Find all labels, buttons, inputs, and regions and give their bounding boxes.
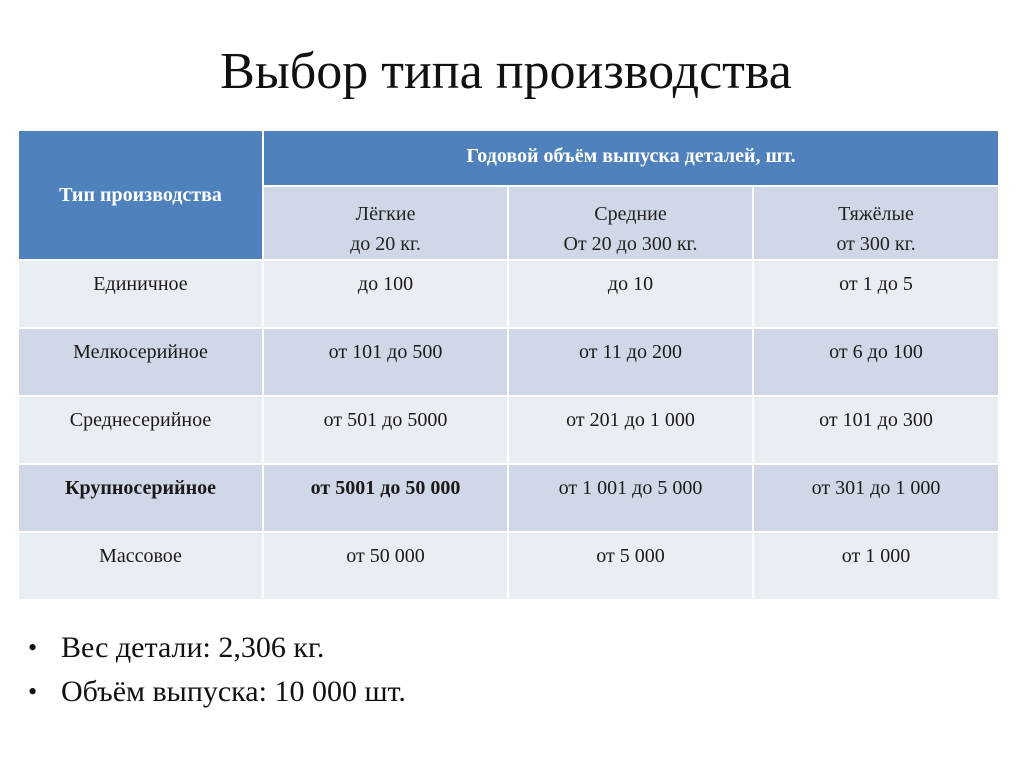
table-row [19,533,998,601]
table-cell: от 301 до 1 000 [754,465,998,533]
note-text: Вес детали: 2,306 кг. [61,631,325,664]
note-text: Объём выпуска: 10 000 шт. [61,675,406,708]
type-column-header: Тип производства [19,131,264,261]
column-range: до 20 кг. [350,233,421,255]
row-type: Мелкосерийное [19,329,264,397]
table-cell: от 5 000 [509,533,754,601]
table-cell: от 11 до 200 [509,329,754,397]
column-name: Тяжёлые [838,203,914,225]
production-type-table [19,131,998,601]
table-cell: до 10 [509,261,754,329]
note-item [28,670,406,714]
column-header-light [264,187,509,261]
bullet-icon: • [28,633,38,662]
bullet-icon: • [28,677,38,706]
table-row-highlighted [19,465,998,533]
table-cell: от 5001 до 50 000 [264,465,509,533]
row-type: Единичное [19,261,264,329]
table-cell: от 1 001 до 5 000 [509,465,754,533]
table-cell: от 101 до 300 [754,397,998,465]
column-header-medium [509,187,754,261]
slide-title: Выбор типа производства [220,43,792,100]
column-name: Средние [594,203,667,225]
column-range: От 20 до 300 кг. [563,233,698,255]
table-cell: от 101 до 500 [264,329,509,397]
table-cell: до 100 [264,261,509,329]
row-type: Крупносерийное [19,465,264,533]
table-row [19,329,998,397]
column-header-heavy [754,187,998,261]
table-cell: от 201 до 1 000 [509,397,754,465]
table-row [19,261,998,329]
annual-volume-header: Годовой объём выпуска деталей, шт. [264,131,998,187]
table-cell: от 1 000 [754,533,998,601]
table-cell: от 6 до 100 [754,329,998,397]
table-cell: от 50 000 [264,533,509,601]
table-cell: от 501 до 5000 [264,397,509,465]
table-cell: от 1 до 5 [754,261,998,329]
table-row [19,397,998,465]
notes-list [28,626,406,714]
row-type: Среднесерийное [19,397,264,465]
column-name: Лёгкие [355,203,416,225]
column-range: от 300 кг. [836,233,916,255]
note-item [28,626,406,670]
row-type: Массовое [19,533,264,601]
